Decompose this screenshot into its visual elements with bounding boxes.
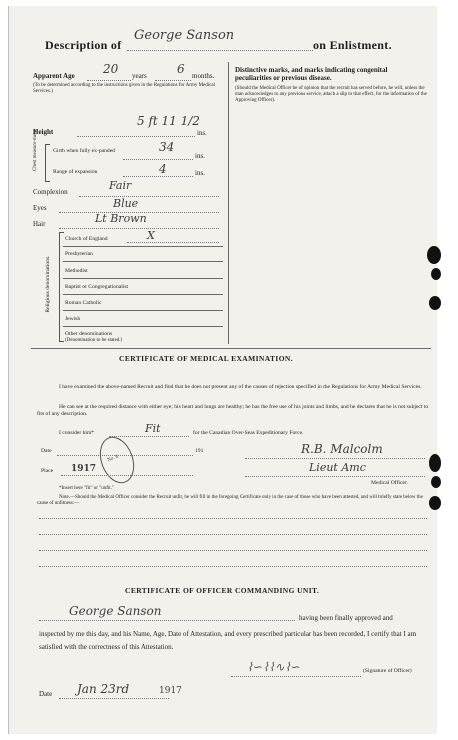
- religious-label: Religious denominations.: [45, 255, 51, 313]
- denomination-church-of-england: Church of England: [65, 236, 108, 242]
- medical-footnote: *Insert here "fit" or "unfit.": [59, 486, 114, 491]
- attestation-page: [8, 6, 437, 734]
- section-divider: [31, 348, 431, 349]
- height-unit: ins.: [197, 129, 207, 137]
- consider-suffix: for the Canadian Over-Seas Expeditionary Force.: [193, 430, 304, 436]
- unfit-line-2: [39, 534, 427, 535]
- girth-line: [123, 159, 193, 160]
- church-mark: X: [147, 229, 155, 242]
- punch-hole-5: [431, 476, 441, 488]
- title-suffix: on Enlistment.: [313, 38, 392, 52]
- place-line: [61, 475, 193, 476]
- denomination-roman-catholic: Roman Catholic: [65, 300, 102, 306]
- medical-stamp: [94, 432, 140, 488]
- hair-line: [59, 228, 219, 229]
- denomination-divider-6: [63, 326, 223, 327]
- stamp-number: No. 8: [106, 454, 119, 464]
- punch-hole-6: [429, 496, 441, 510]
- girth-unit: ins.: [195, 152, 205, 160]
- hair-label: Hair: [33, 220, 46, 228]
- medical-rank: Lieut Amc: [309, 461, 366, 474]
- months-line: [155, 80, 191, 81]
- denomination-presbyterian: Presbyterian: [65, 251, 93, 257]
- officer-heading: CERTIFICATE OF OFFICER COMMANDING UNIT.: [125, 586, 320, 595]
- recruit-name-header: George Sanson: [134, 28, 235, 43]
- height-label: Height: [33, 128, 54, 136]
- complexion-label: Complexion: [33, 188, 68, 196]
- medical-para-1: I have examined the above-named Recruit and find that he does not present any of the causes of rejection specified in the Regulations for Army Medical Services.: [59, 384, 422, 390]
- denomination-jewish: Jewish: [65, 316, 81, 322]
- eyes-label: Eyes: [33, 204, 47, 212]
- unfit-line-3: [39, 550, 427, 551]
- complexion-line: [79, 196, 219, 197]
- officer-signature-line: [231, 676, 361, 677]
- officer-signature: ⌇∽⌇⌇∿⌇∽: [247, 660, 301, 674]
- officer-paragraph: inspected by me this day, and his Name, Age, Date of Attestation, and every prescribed particular has been recorded, I certify that I am satisfied with the correctness of this Attestation.: [39, 630, 417, 651]
- age-note: (To be determined according to the instructions given in the Regulations for Army Medical Services.): [33, 83, 215, 94]
- medical-signature-line: [245, 458, 425, 459]
- medical-note: Note.—Should the Medical Officer consider the Recruit unfit, he will fill in the foregoing Certificate only in the case of those who have been attested, and will briefly state below the cause of unfitness:—: [37, 495, 423, 506]
- officer-year: 1917: [159, 686, 182, 696]
- officer-recruit-name: George Sanson: [69, 604, 162, 618]
- fit-line: [109, 436, 189, 437]
- months-label: months.: [192, 72, 215, 80]
- height-value: 5 ft 11 1/2: [137, 114, 200, 128]
- punch-hole-4: [429, 454, 441, 472]
- distinctive-marks-note: (Should the Medical Officer be of opinion that the recruit has served before, he will, unless the man acknowledges to any previous service, attach a slip to that effect, for the information of the Approving Officer).: [235, 86, 427, 103]
- medical-heading: CERTIFICATE OF MEDICAL EXAMINATION.: [119, 354, 294, 363]
- expansion-label: Range of expansion: [53, 169, 98, 175]
- girth-label: Girth when fully ex-panded: [53, 148, 115, 154]
- chest-bracket: [45, 144, 50, 182]
- denomination-divider-5: [63, 310, 223, 311]
- months-value: 6: [177, 62, 185, 76]
- denomination-divider-4: [63, 294, 223, 295]
- punch-hole-2: [431, 268, 441, 280]
- complexion-value: Fair: [109, 179, 132, 192]
- hair-value: Lt Brown: [95, 212, 147, 225]
- unfit-line-4: [39, 566, 427, 567]
- column-divider: [228, 62, 229, 344]
- denomination-divider-1: [63, 246, 223, 247]
- medical-para-2: He can see at the required distance with either eye; his heart and lungs are healthy; he has the free use of his joints and limbs, and he declares that he is not subject to fits of any description.: [37, 404, 429, 417]
- officer-name-line: [39, 620, 295, 621]
- height-line: [77, 136, 195, 137]
- chest-label: Chest measure-ment.: [33, 128, 38, 171]
- medical-signature: R.B. Malcolm: [301, 442, 383, 456]
- expansion-line: [123, 176, 193, 177]
- title-prefix: Description of: [45, 38, 122, 52]
- medical-year-191: 191: [195, 448, 204, 454]
- fit-value: Fit: [145, 422, 161, 435]
- punch-hole-1: [427, 246, 441, 264]
- officer-date-value: Jan 23rd: [77, 682, 130, 696]
- medical-officer-label: Medical Officer.: [371, 480, 408, 486]
- place-year: 1917: [71, 464, 97, 474]
- consider-prefix: I consider him*: [59, 430, 95, 436]
- denomination-other-note: (Denomination to be stated.): [65, 338, 123, 343]
- church-line: [127, 242, 219, 243]
- years-label: years: [132, 72, 147, 80]
- approved-text: having been finally approved and: [299, 614, 393, 622]
- girth-value: 34: [159, 140, 175, 154]
- officer-date-label: Date: [39, 690, 53, 698]
- punch-hole-3: [429, 296, 441, 310]
- years-line: [87, 80, 131, 81]
- denomination-divider-2: [63, 261, 223, 262]
- denomination-other: Other denominations: [65, 331, 113, 337]
- unfit-line-1: [39, 518, 427, 519]
- officer-date-line: [59, 698, 169, 699]
- apparent-age-label: Apparent Age: [33, 72, 75, 80]
- name-dotted-line: [127, 50, 313, 51]
- place-label: Place: [41, 468, 54, 474]
- distinctive-marks-heading: Distinctive marks, and marks indicating congenital peculiarities or previous disease.: [235, 66, 388, 82]
- expansion-value: 4: [159, 162, 167, 176]
- denomination-baptist: Baptist or Congregationalist: [65, 284, 129, 290]
- signature-of-officer-label: (Signature of Officer): [363, 668, 412, 674]
- expansion-unit: ins.: [195, 169, 205, 177]
- medical-date-label: Date: [41, 448, 52, 454]
- medical-rank-line: [245, 476, 425, 477]
- eyes-value: Blue: [113, 197, 139, 210]
- years-value: 20: [103, 62, 119, 76]
- denomination-methodist: Methodist: [65, 268, 88, 274]
- denomination-divider-3: [63, 278, 223, 279]
